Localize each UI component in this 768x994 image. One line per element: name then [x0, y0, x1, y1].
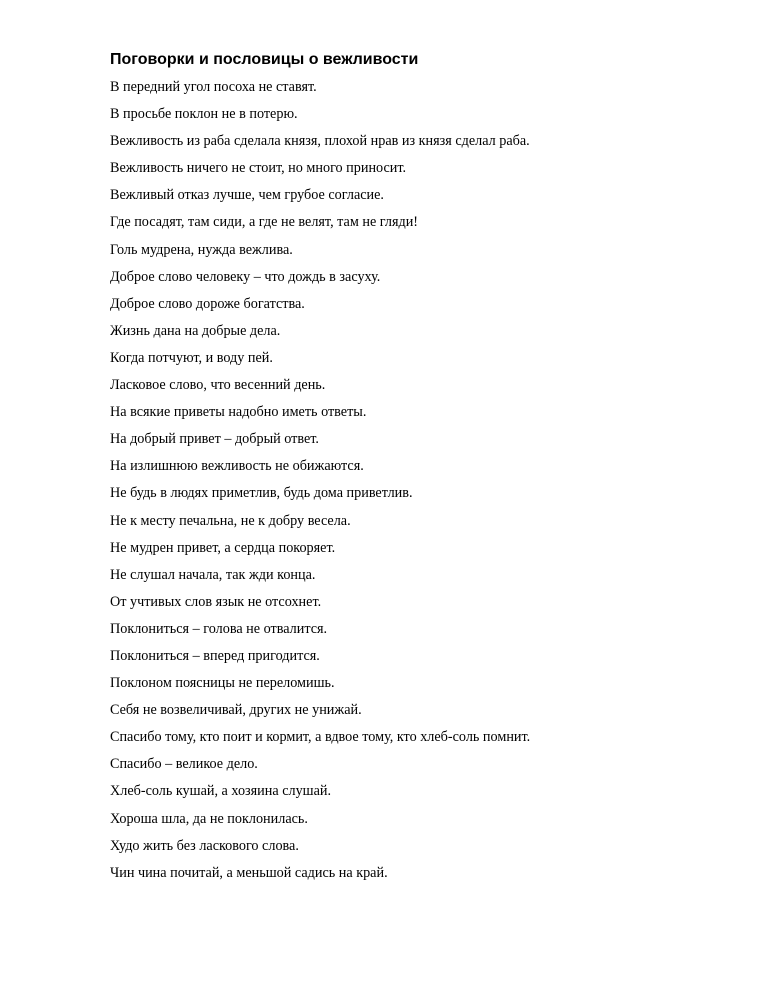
proverb-line: На излишнюю вежливость не обижаются. — [110, 458, 364, 475]
proverb-line: Спасибо тому, кто поит и кормит, а вдвое тому, кто хлеб-соль помнит. — [110, 729, 531, 746]
proverb-line: Жизнь дана на добрые дела. — [110, 322, 281, 339]
proverb-line: На добрый привет – добрый ответ. — [110, 431, 319, 448]
proverb-line: Себя не возвеличивай, других не унижай. — [110, 702, 362, 719]
proverb-line: Спасибо – великое дело. — [110, 756, 258, 773]
proverb-line: От учтивых слов язык не отсохнет. — [110, 593, 322, 610]
proverb-line: Когда потчуют, и воду пей. — [110, 349, 273, 366]
proverb-list — [110, 77, 530, 890]
proverb-line: Где посадят, там сиди, а где не велят, там не гляди! — [110, 214, 419, 231]
proverb-line: Худо жить без ласкового слова. — [110, 837, 299, 854]
proverb-line: Голь мудрена, нужда вежлива. — [110, 241, 293, 258]
proverb-line: Вежливый отказ лучше, чем грубое согласие. — [110, 187, 384, 204]
page-title: Поговорки и пословицы о вежливости — [110, 51, 419, 68]
proverb-line: В передний угол посоха не ставят. — [110, 79, 317, 95]
proverb-line: Ласковое слово, что весенний день. — [110, 377, 326, 394]
proverb-line: В просьбе поклон не в потерю. — [110, 106, 298, 123]
proverb-line: Чин чина почитай, а меньшой садись на край. — [110, 864, 388, 881]
proverb-line: Не слушал начала, так жди конца. — [110, 566, 316, 583]
proverb-line: Поклониться – голова не отвалится. — [110, 620, 328, 637]
proverb-line: Не к месту печальна, не к добру весела. — [110, 512, 351, 529]
proverb-line: Доброе слово дороже богатства. — [110, 295, 305, 312]
proverb-line: Поклоном поясницы не переломишь. — [110, 675, 335, 692]
proverb-line: Хороша шла, да не поклонилась. — [110, 810, 308, 827]
proverb-line: Не мудрен привет, а сердца покоряет. — [110, 539, 336, 556]
proverb-line: Поклониться – вперед пригодится. — [110, 647, 320, 664]
proverb-line: Не будь в людях приметлив, будь дома приветлив. — [110, 485, 413, 502]
proverb-line: На всякие приветы надобно иметь ответы. — [110, 404, 367, 421]
proverb-line: Доброе слово человеку – что дождь в засуху. — [110, 268, 381, 285]
proverb-line: Хлеб-соль кушай, а хозяина слушай. — [110, 783, 332, 800]
proverb-line: Вежливость из раба сделала князя, плохой нрав из князя сделал раба. — [110, 133, 530, 150]
proverb-line: Вежливость ничего не стоит, но много приносит. — [110, 160, 407, 177]
